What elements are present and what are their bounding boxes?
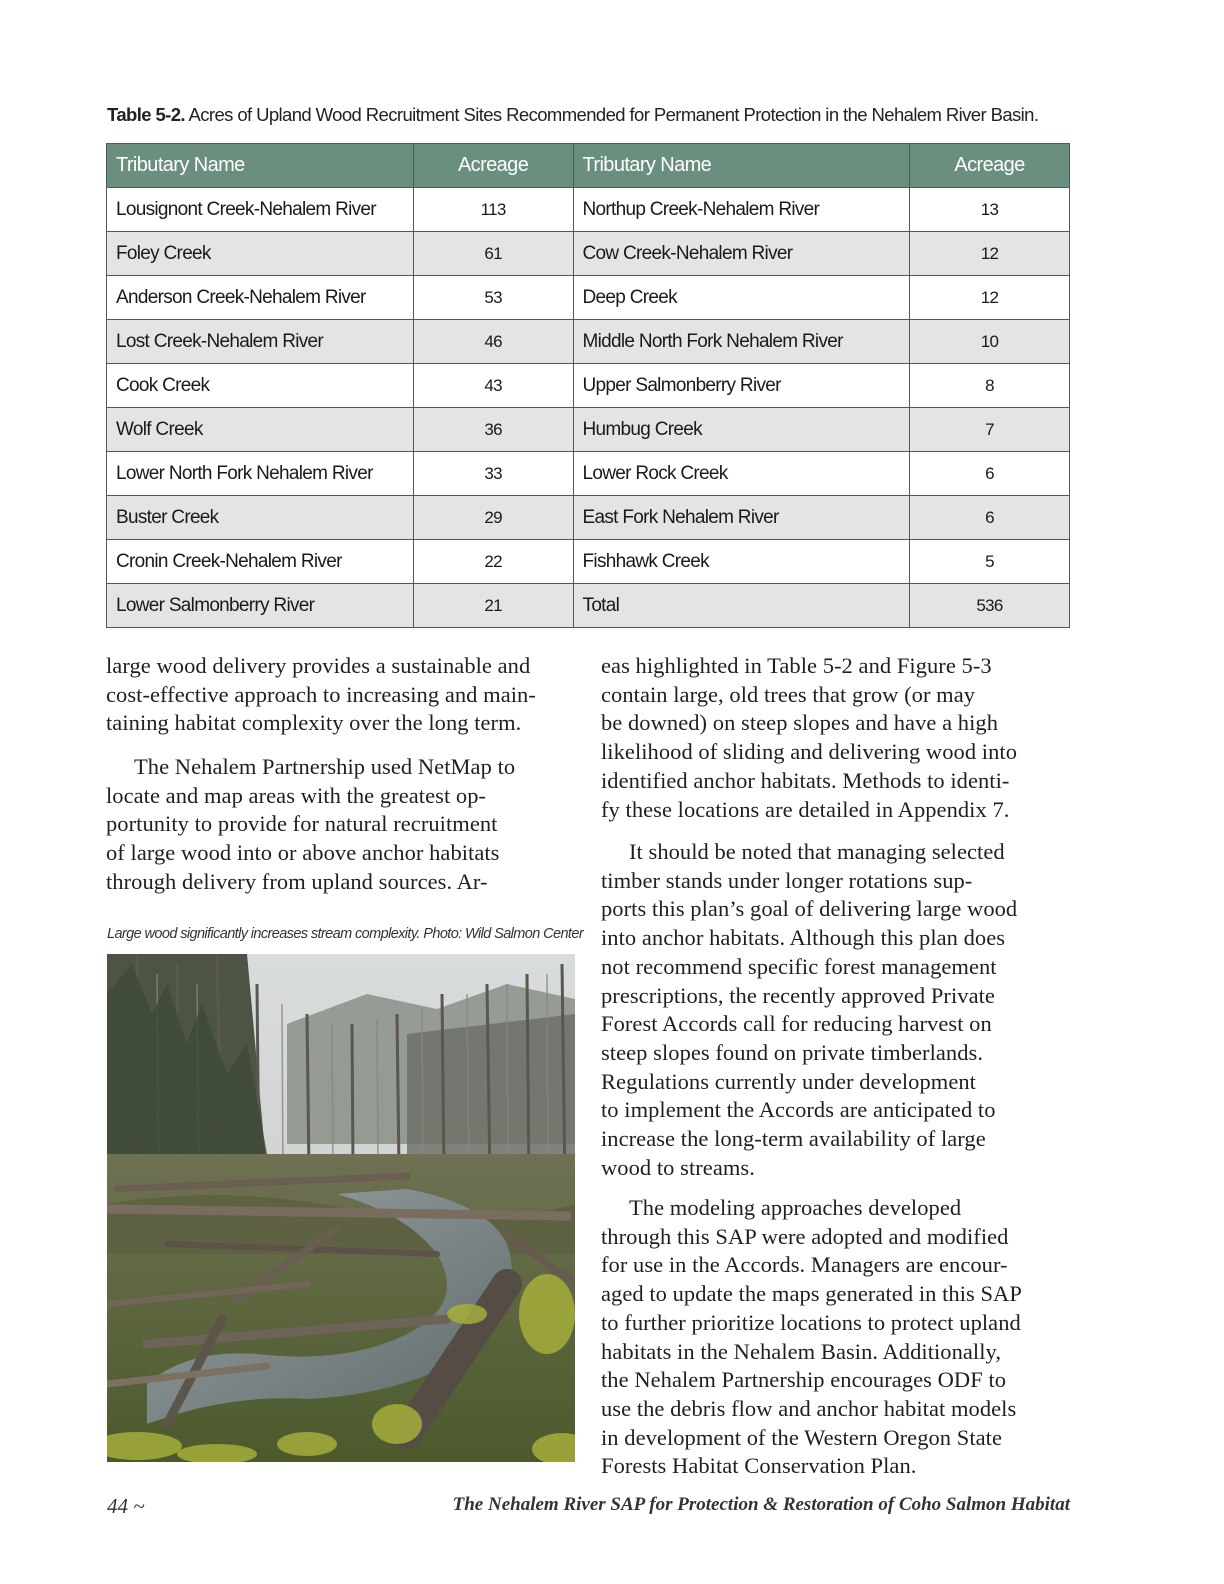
text-line: into anchor habitats. Although this plan does (601, 925, 1006, 951)
text-line: steep slopes found on private timberlands. (601, 1039, 984, 1065)
text-line: through delivery from upland sources. Ar- (106, 868, 488, 894)
table-caption (107, 104, 1107, 126)
left-paragraph-2 (106, 753, 515, 897)
table-row (107, 232, 1070, 276)
text-line: large wood delivery provides a sustainable and (106, 653, 531, 678)
left-paragraph-1 (106, 652, 536, 738)
tributary-name-cell: Wolf Creek (107, 408, 414, 452)
text-line: aged to update the maps generated in this SAP (601, 1281, 1022, 1307)
tributary-name-cell: Lower Salmonberry River (107, 584, 414, 628)
acreage-cell: 13 (910, 188, 1070, 232)
acreage-cell: 536 (910, 584, 1070, 628)
text-line: likelihood of sliding and delivering wood into (601, 739, 1018, 765)
text-line: through this SAP were adopted and modified (601, 1223, 1009, 1249)
acreage-cell: 7 (910, 408, 1070, 452)
header-tributary-name-1: Tributary Name (107, 144, 414, 188)
text-line: The Nehalem Partnership used NetMap to (134, 754, 516, 779)
text-line: portunity to provide for natural recruitment (106, 811, 498, 837)
acreage-cell: 53 (413, 276, 573, 320)
tributary-name-cell: Lost Creek-Nehalem River (107, 320, 414, 364)
acreage-cell: 43 (413, 364, 573, 408)
table-row (107, 452, 1070, 496)
acreage-cell: 6 (910, 496, 1070, 540)
text-line: identified anchor habitats. Methods to identi- (601, 767, 1010, 793)
tributary-name-cell: Upper Salmonberry River (573, 364, 910, 408)
acreage-cell: 46 (413, 320, 573, 364)
tributary-name-cell: Middle North Fork Nehalem River (573, 320, 910, 364)
table-header-row (107, 144, 1070, 188)
acreage-cell: 10 (910, 320, 1070, 364)
text-line: wood to streams. (601, 1154, 755, 1180)
text-line: habitats in the Nehalem Basin. Additionally, (601, 1338, 1002, 1364)
text-line: Forest Accords call for reducing harvest on (601, 1011, 992, 1037)
acreage-cell: 8 (910, 364, 1070, 408)
acreage-cell: 61 (413, 232, 573, 276)
text-line: increase the long-term availability of large (601, 1126, 986, 1152)
tributary-name-cell: Cronin Creek-Nehalem River (107, 540, 414, 584)
acreage-cell: 21 (413, 584, 573, 628)
right-paragraph-2 (601, 838, 1017, 1182)
acreage-cell: 29 (413, 496, 573, 540)
header-tributary-name-2: Tributary Name (573, 144, 910, 188)
text-line: eas highlighted in Table 5-2 and Figure 5-3 (601, 653, 992, 678)
text-line: It should be noted that managing selected (629, 839, 1005, 864)
table-row (107, 496, 1070, 540)
table-row (107, 408, 1070, 452)
acreage-cell: 36 (413, 408, 573, 452)
tributary-name-cell: Deep Creek (573, 276, 910, 320)
acreage-cell: 12 (910, 232, 1070, 276)
text-line: taining habitat complexity over the long term. (106, 710, 522, 736)
page-number: 44 ~ (107, 1494, 145, 1518)
text-line: in development of the Western Oregon State (601, 1424, 1003, 1450)
tributary-name-cell: Buster Creek (107, 496, 414, 540)
table-caption-text: Acres of Upland Wood Recruitment Sites Recommended for Permanent Protection in the Nehalem River Basin. (184, 104, 1039, 125)
tributary-name-cell: Lower Rock Creek (573, 452, 910, 496)
table-row (107, 320, 1070, 364)
text-line: contain large, old trees that grow (or may (601, 681, 976, 707)
right-paragraph-3 (601, 1194, 1022, 1481)
table-row (107, 276, 1070, 320)
acreage-cell: 5 (910, 540, 1070, 584)
text-line: Forests Habitat Conservation Plan. (601, 1453, 917, 1479)
right-paragraph-1 (601, 652, 1017, 824)
text-line: Regulations currently under development (601, 1068, 976, 1094)
text-line: not recommend specific forest management (601, 953, 997, 979)
text-line: be downed) on steep slopes and have a high (601, 710, 998, 736)
text-line: locate and map areas with the greatest op- (106, 782, 487, 808)
text-line: to further prioritize locations to protect upland (601, 1309, 1021, 1335)
tributary-name-cell: East Fork Nehalem River (573, 496, 910, 540)
tributary-name-cell: Humbug Creek (573, 408, 910, 452)
text-line: prescriptions, the recently approved Private (601, 982, 995, 1008)
acreage-cell: 12 (910, 276, 1070, 320)
tributary-name-cell: Fishhawk Creek (573, 540, 910, 584)
tributary-name-cell: Lousignont Creek-Nehalem River (107, 188, 414, 232)
text-line: to implement the Accords are anticipated to (601, 1097, 996, 1123)
text-line: The modeling approaches developed (629, 1195, 962, 1220)
table-caption-label: Table 5-2. (107, 104, 185, 125)
text-line: the Nehalem Partnership encourages ODF to (601, 1367, 1007, 1393)
photo-caption: Large wood significantly increases stream complexity. Photo: Wild Salmon Center (107, 926, 584, 942)
footer-title: The Nehalem River SAP for Protection & Restoration of Coho Salmon Habitat (452, 1494, 1070, 1515)
table-row (107, 364, 1070, 408)
table-row (107, 188, 1070, 232)
tributary-name-cell: Northup Creek-Nehalem River (573, 188, 910, 232)
tributary-name-cell: Foley Creek (107, 232, 414, 276)
acreage-cell: 113 (413, 188, 573, 232)
acreage-cell: 33 (413, 452, 573, 496)
tributary-name-cell: Anderson Creek-Nehalem River (107, 276, 414, 320)
text-line: ports this plan’s goal of delivering large wood (601, 896, 1018, 922)
acreage-cell: 22 (413, 540, 573, 584)
table-row (107, 540, 1070, 584)
tributary-name-cell: Cook Creek (107, 364, 414, 408)
text-line: for use in the Accords. Managers are encour- (601, 1252, 1008, 1278)
text-line: use the debris flow and anchor habitat models (601, 1395, 1017, 1421)
text-line: fy these locations are detailed in Appendix 7. (601, 796, 1010, 822)
text-line: cost-effective approach to increasing and main- (106, 681, 536, 707)
text-line: of large wood into or above anchor habitats (106, 840, 500, 866)
tributary-name-cell: Total (573, 584, 910, 628)
tributary-name-cell: Cow Creek-Nehalem River (573, 232, 910, 276)
tributary-name-cell: Lower North Fork Nehalem River (107, 452, 414, 496)
table-row (107, 584, 1070, 628)
text-line: timber stands under longer rotations sup- (601, 867, 973, 893)
forest-stream-photo (107, 954, 575, 1462)
acreage-cell: 6 (910, 452, 1070, 496)
header-acreage-2: Acreage (910, 144, 1070, 188)
header-acreage-1: Acreage (413, 144, 573, 188)
acreage-table (106, 143, 1070, 628)
